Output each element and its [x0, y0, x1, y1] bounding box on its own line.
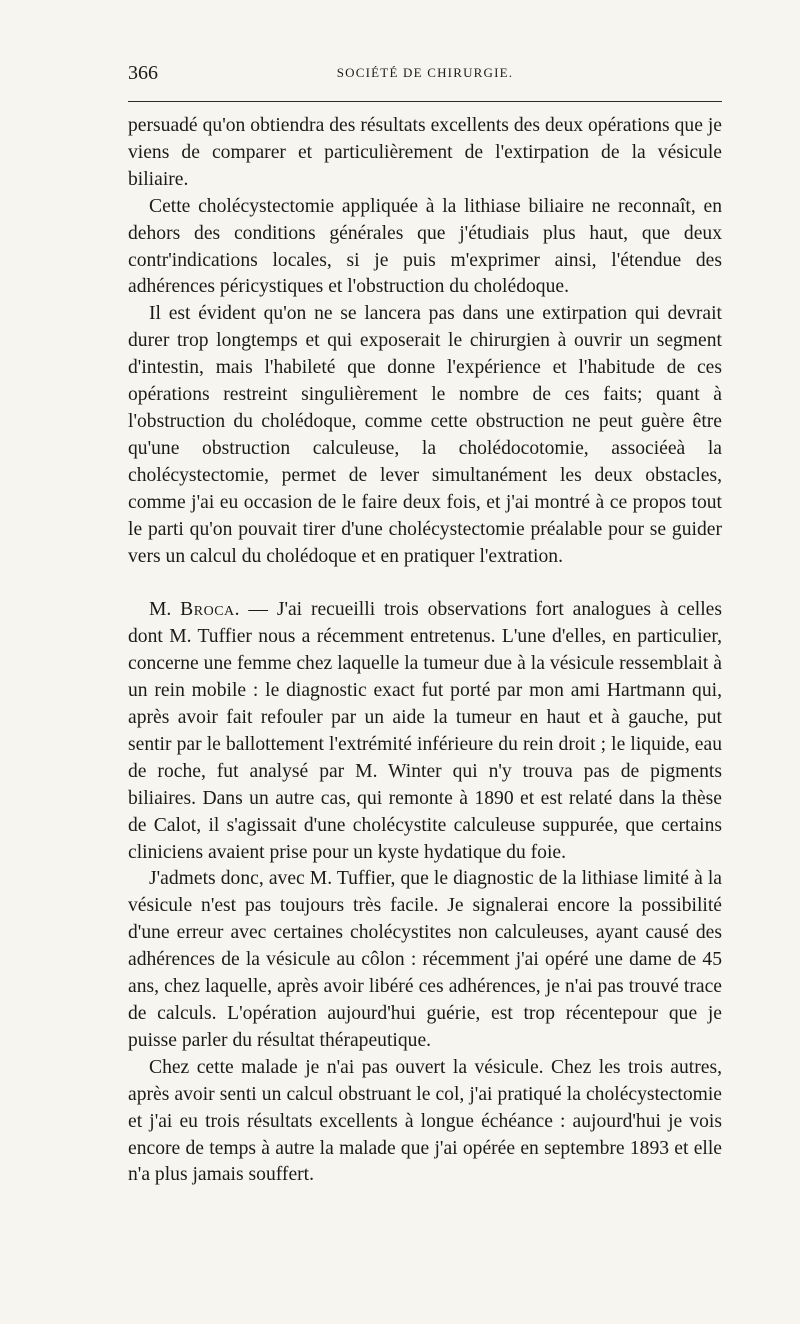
running-title: SOCIÉTÉ DE CHIRURGIE. — [336, 65, 514, 80]
speaker-prefix: M. — [149, 599, 181, 621]
page-number: 366 — [128, 62, 158, 84]
page-header — [128, 62, 722, 90]
paragraph-continued: persuadé qu'on obtiendra des résultats excellents des deux opérations que je viens de comparer et particulièrement de l'extirpation de la vésicule biliaire. — [128, 115, 722, 190]
paragraph: Chez cette malade je n'ai pas ouvert la vésicule. Chez les trois autres, après avoir senti un calcul obstruant le col, j'ai pratiqué la cholécystectomie et j'ai eu trois résultats excellents à longue échéance : aujourd'hui je vois encore de temps à autre la malade que j'ai opérée en septembre 1893 et elle n'a plus jamais souffert. — [128, 1056, 722, 1186]
header-rule — [128, 101, 722, 102]
speaker-paragraph — [128, 597, 722, 866]
speaker-name: Broca — [180, 599, 235, 621]
paragraph: Cette cholécystectomie appliquée à la lithiase biliaire ne reconnaît, en dehors des conditions générales que j'étudiais plus haut, que deux contr'indications locales, si je puis m'exprimer ainsi, l'étendue des adhérences péricystiques et l'obstruction du cholédoque. — [128, 195, 722, 298]
body-text — [128, 113, 722, 1189]
paragraph: Il est évident qu'on ne se lancera pas dans une extirpation qui devrait durer trop longtemps et qui exposerait le chirurgien à ouvrir un segment d'intestin, mais l'habileté que donne l'expérience et l'habitude de ces opérations restreint singulièrement le nombre de ces faits; quant à l'obstruction du cholédoque, comme cette obstruction ne peut guère être qu'une obstruction calculeuse, la cholédocotomie, associéeà la cholécystectomie, permet de lever simultanément les deux obstacles, comme j'ai eu occasion de le faire deux fois, et j'ai montré à ce propos tout le parti qu'on pouvait tirer d'une cholécystectomie préalable pour se guider vers un calcul du cholédoque et en pratiquer l'extration. — [128, 303, 722, 567]
paragraph: J'admets donc, avec M. Tuffier, que le diagnostic de la lithiase limité à la vésicule n'est pas toujours très facile. Je signalerai encore la possibilité d'une erreur avec certaines cholécystites non calculeuses, ayant causé des adhérences de la vésicule au côlon : récemment j'ai opéré une dame de 45 ans, chez laquelle, après avoir libéré ces adhérences, je n'ai pas trouvé trace de calculs. L'opération aujourd'hui guérie, est trop récentepour que je puisse parler du résultat thérapeutique. — [128, 868, 722, 1051]
speaker-text: . — J'ai recueilli trois observations fort analogues à celles dont M. Tuffier nous a récemment entretenus. L'une d'elles, en particulier, concerne une femme chez laquelle la tumeur due à la vésicule ressemblait à un rein mobile : le diagnostic exact fut porté par mon ami Hartmann qui, après avoir fait refouler par un aide la tumeur en haut et à gauche, put sentir par le ballottement l'extrémité inférieure du rein droit ; le liquide, eau de roche, fut analysé par M. Winter qui n'y trouva pas de pigments biliaires. Dans un autre cas, qui remonte à 1890 et est relaté dans la thèse de Calot, il s'agissait d'une cholécystite calculeuse suppurée, que certains cliniciens avaient prise pour un kyste hydatique du foie. — [128, 599, 722, 863]
